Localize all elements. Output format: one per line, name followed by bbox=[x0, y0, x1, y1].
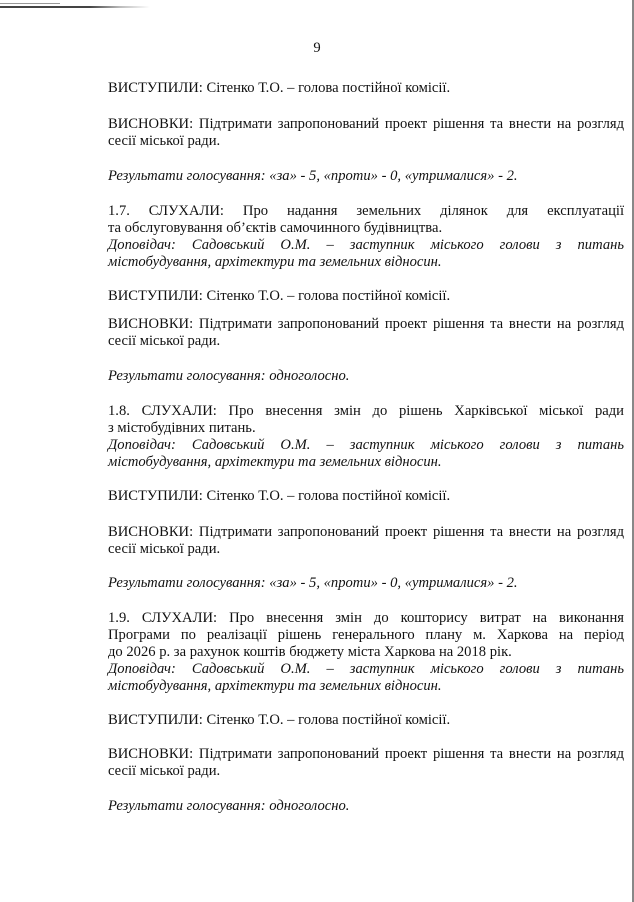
item-heading: з містобудівних питань. bbox=[108, 420, 256, 436]
conclusions-line: сесії міської ради. bbox=[108, 333, 221, 349]
scan-artifact bbox=[0, 3, 60, 4]
conclusions-line: ВИСНОВКИ: Підтримати запропонований проект рішення та внести на розгляд bbox=[108, 746, 624, 762]
vote-results: Результати голосування: «за» - 5, «проти» - 0, «утрималися» - 2. bbox=[108, 575, 518, 591]
rapporteur-line: містобудування, архітектури та земельних відносин. bbox=[108, 678, 442, 694]
rapporteur-line: Доповідач: Садовський О.М. – заступник міського голови з питань bbox=[108, 661, 624, 677]
item-heading: до 2026 р. за рахунок коштів бюджету міста Харкова на 2018 рік. bbox=[108, 644, 512, 660]
item-heading: Програми по реалізації рішень генерального плану м. Харкова на період bbox=[108, 627, 624, 643]
speakers-line: ВИСТУПИЛИ: Сітенко Т.О. – голова постійної комісії. bbox=[108, 288, 451, 304]
vote-results: Результати голосування: «за» - 5, «проти» - 0, «утрималися» - 2. bbox=[108, 168, 518, 184]
conclusions-line: сесії міської ради. bbox=[108, 133, 221, 149]
item-heading: 1.8. СЛУХАЛИ: Про внесення змін до рішень Харківської міської ради bbox=[108, 403, 624, 419]
conclusions-line: ВИСНОВКИ: Підтримати запропонований проект рішення та внести на розгляд bbox=[108, 116, 624, 132]
rapporteur-line: містобудування, архітектури та земельних відносин. bbox=[108, 254, 442, 270]
conclusions-line: сесії міської ради. bbox=[108, 763, 221, 779]
speakers-line: ВИСТУПИЛИ: Сітенко Т.О. – голова постійної комісії. bbox=[108, 488, 451, 504]
rapporteur-line: Доповідач: Садовський О.М. – заступник міського голови з питань bbox=[108, 237, 624, 253]
vote-results: Результати голосування: одноголосно. bbox=[108, 368, 350, 384]
conclusions-line: ВИСНОВКИ: Підтримати запропонований проект рішення та внести на розгляд bbox=[108, 524, 624, 540]
speakers-line: ВИСТУПИЛИ: Сітенко Т.О. – голова постійної комісії. bbox=[108, 80, 451, 96]
scan-artifact bbox=[0, 6, 150, 8]
conclusions-line: ВИСНОВКИ: Підтримати запропонований проект рішення та внести на розгляд bbox=[108, 316, 624, 332]
rapporteur-line: містобудування, архітектури та земельних відносин. bbox=[108, 454, 442, 470]
item-heading: та обслуговування об’єктів самочинного будівництва. bbox=[108, 220, 443, 236]
page-number: 9 bbox=[313, 40, 321, 56]
item-heading: 1.7. СЛУХАЛИ: Про надання земельних ділянок для експлуатації bbox=[108, 203, 624, 219]
speakers-line: ВИСТУПИЛИ: Сітенко Т.О. – голова постійної комісії. bbox=[108, 712, 451, 728]
rapporteur-line: Доповідач: Садовський О.М. – заступник міського голови з питань bbox=[108, 437, 624, 453]
vote-results: Результати голосування: одноголосно. bbox=[108, 798, 350, 814]
item-heading: 1.9. СЛУХАЛИ: Про внесення змін до кошторису витрат на виконання bbox=[108, 610, 624, 626]
conclusions-line: сесії міської ради. bbox=[108, 541, 221, 557]
